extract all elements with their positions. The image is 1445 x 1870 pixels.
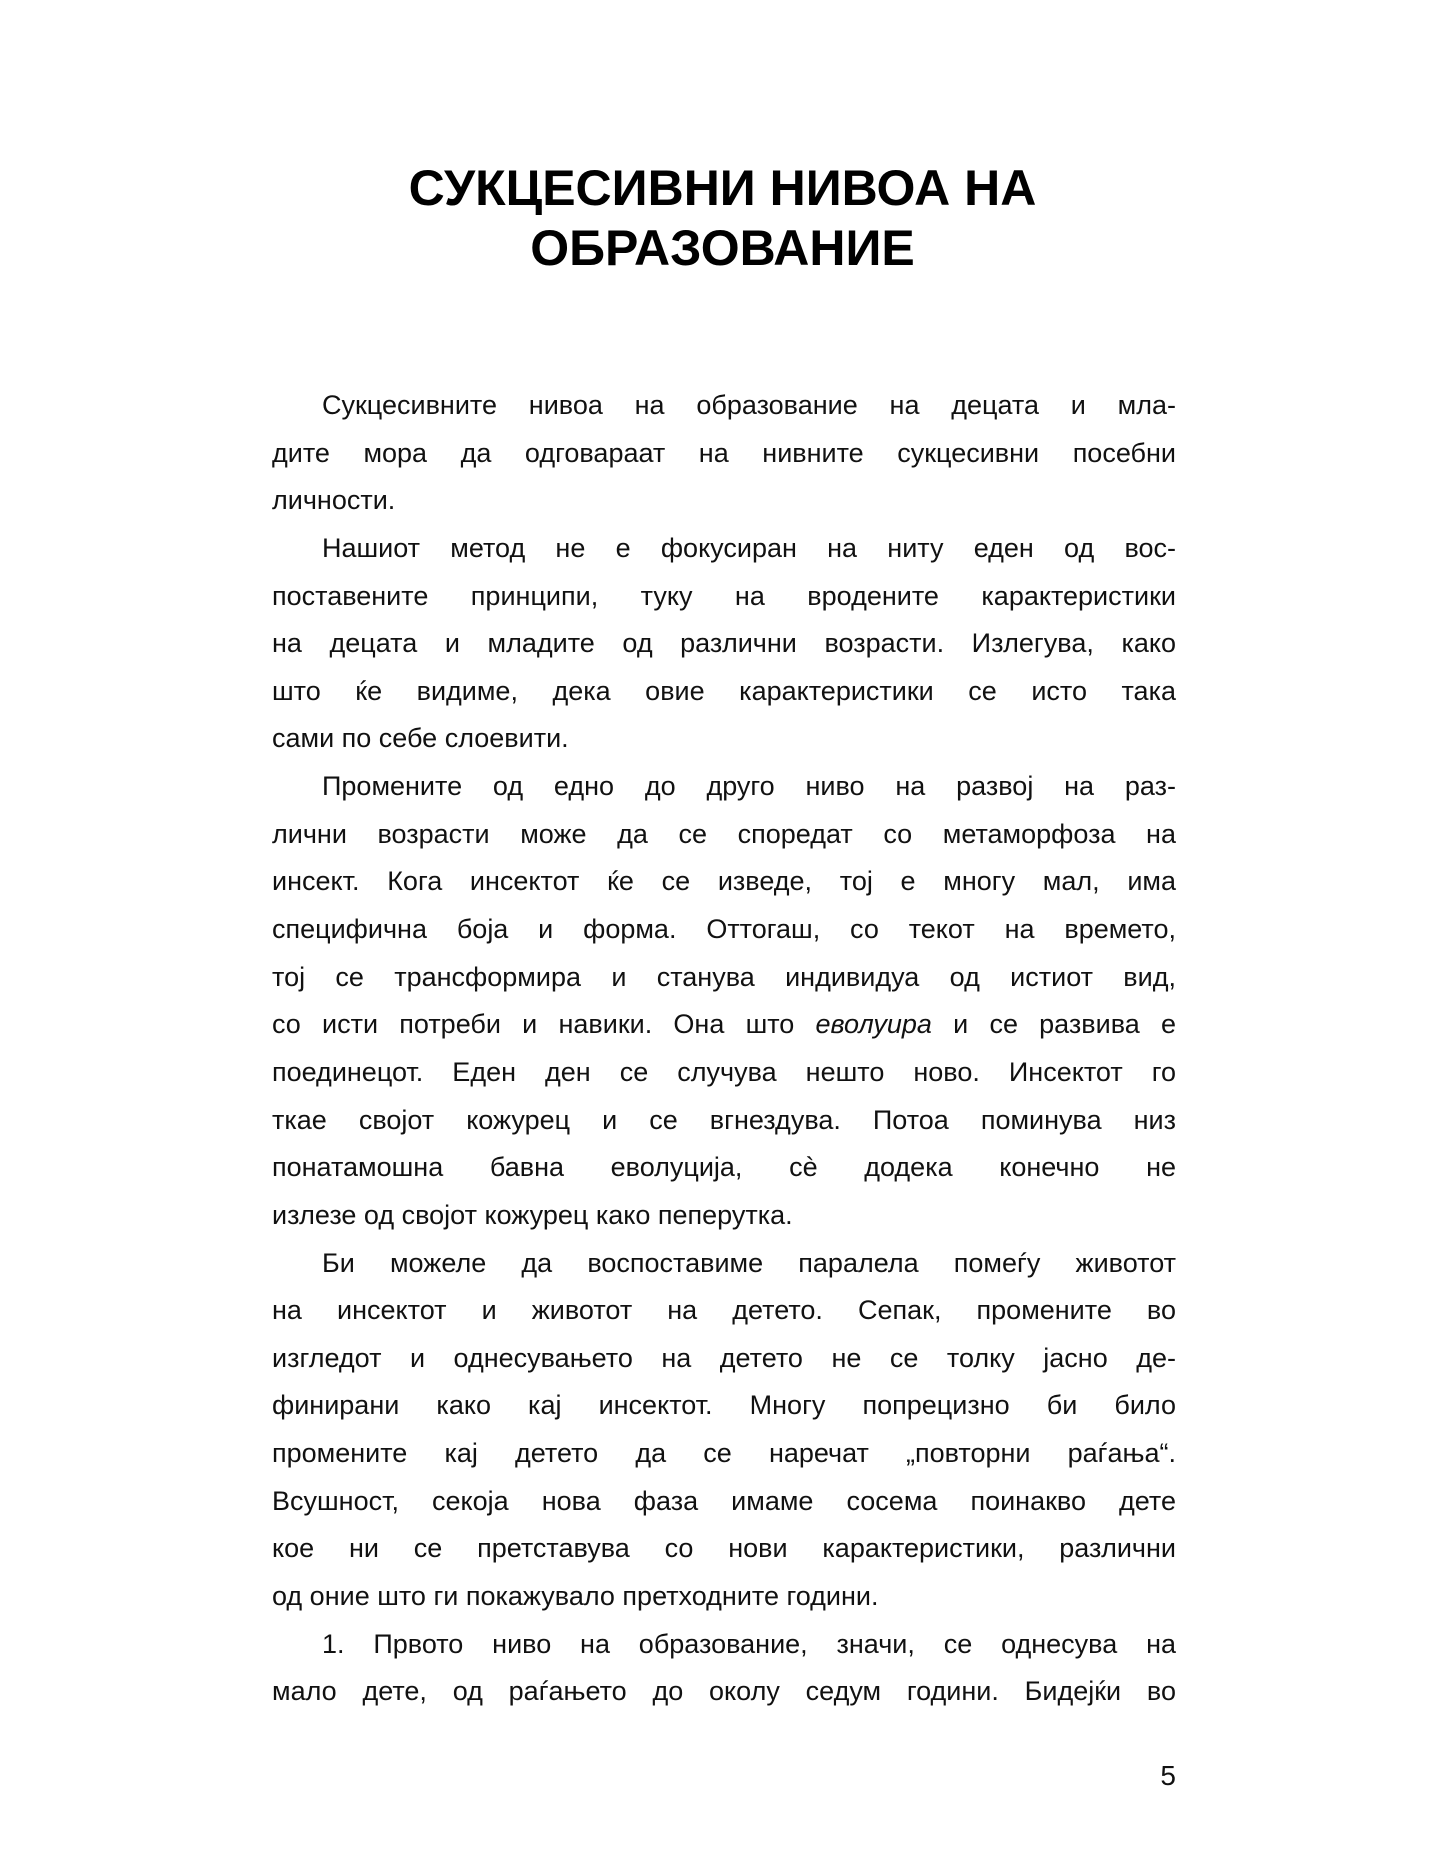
text-line: Всушност, секоја нова фаза имаме сосема поинакво дете — [272, 1485, 1176, 1516]
title-line-1: СУКЦЕСИВНИ НИВОА НА — [408, 160, 1037, 216]
title-line-2: ОБРАЗОВАНИЕ — [530, 220, 915, 276]
text-line: сами по себе слоевити. — [272, 723, 569, 754]
page-number: 5 — [1160, 1760, 1176, 1791]
text-line: кое ни се претставува со нови карактеристики, различни — [272, 1533, 1176, 1564]
text-line: на децата и младите од различни возрасти. Излегува, како — [272, 628, 1176, 659]
paragraph — [272, 382, 1176, 525]
text-line: ткае својот кожурец и се вгнездува. Потоа поминува низ — [272, 1104, 1176, 1135]
text-line: поставените принципи, туку на вродените карактеристики — [272, 580, 1176, 611]
text-line: Нашиот метод не е фокусиран на ниту еден од вос- — [322, 532, 1176, 563]
text-line: 1. Првото ниво на образование, значи, се однесува на — [322, 1628, 1176, 1659]
text-line: Сукцесивните нивоа на образование на децата и мла- — [322, 390, 1176, 420]
text-line: финирани како кај инсектот. Многу попрецизно би било — [272, 1390, 1176, 1421]
text-line: лични возрасти може да се споредат со метаморфоза на — [272, 818, 1176, 849]
paragraph — [272, 1240, 1176, 1621]
text-line: Промените од едно до друго ниво на развој на раз- — [322, 771, 1176, 802]
text-segment: и се развива е — [931, 1009, 1176, 1040]
paragraph — [272, 1621, 1176, 1716]
text-line: излезе од својот кожурец како пеперутка. — [272, 1199, 793, 1230]
text-line: инсект. Кога инсектот ќе се изведе, тој е многу мал, има — [272, 866, 1176, 897]
text-line — [272, 1001, 1176, 1049]
text-line: изгледот и однесувањето на детето не се толку јасно де- — [272, 1342, 1176, 1373]
text-line: на инсектот и животот на детето. Сепак, промените во — [272, 1295, 1176, 1326]
text-line: што ќе видиме, дека овие карактеристики се исто така — [272, 675, 1176, 706]
page-title — [0, 158, 1445, 278]
text-line: тој се трансформира и станува индивидуа од истиот вид, — [272, 961, 1176, 992]
text-line: промените кај детето да се наречат „повторни раѓања“. — [272, 1438, 1176, 1469]
text-line: мало дете, од раѓањето до околу седум години. Бидејќи во — [272, 1676, 1176, 1707]
text-line: поединецот. Еден ден се случува нешто ново. Инсектот го — [272, 1056, 1176, 1087]
text-line: Би можеле да воспоставиме паралела помеѓу животот — [322, 1247, 1176, 1278]
text-segment: со исти потреби и навики. Она што — [272, 1009, 816, 1040]
paragraph — [272, 763, 1176, 1239]
text-line: понатамошна бавна еволуција, сè додека конечно не — [272, 1152, 1176, 1183]
text-line: од оние што ги покажувало претходните години. — [272, 1581, 879, 1612]
text-line: специфична боја и форма. Оттогаш, со текот на времето, — [272, 914, 1176, 945]
paragraph — [272, 525, 1176, 763]
text-line: личности. — [272, 485, 396, 516]
italic-word: еволуира — [815, 1009, 932, 1040]
body-text — [272, 382, 1176, 1716]
text-line: дите мора да одговараат на нивните сукцесивни посебни — [272, 437, 1176, 468]
